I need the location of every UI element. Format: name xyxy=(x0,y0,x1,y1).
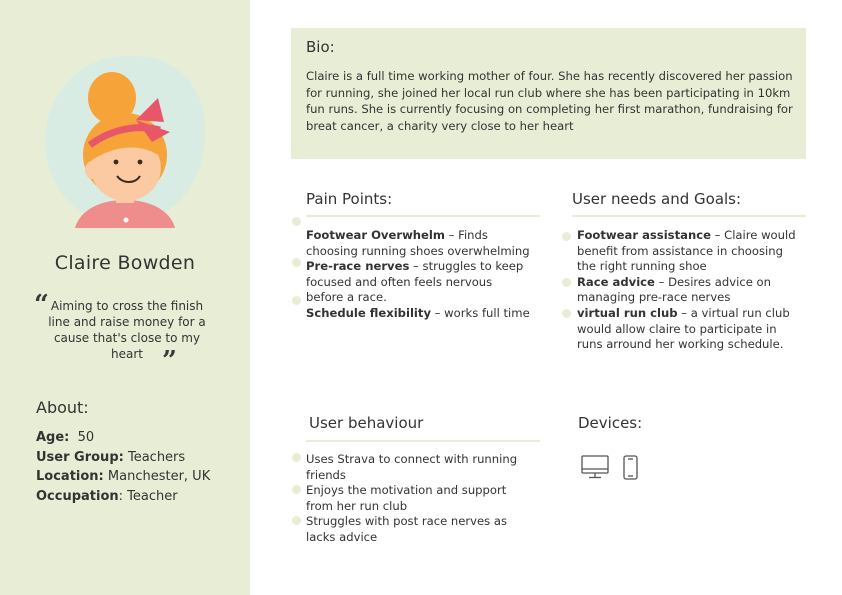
item-label: Race advice xyxy=(577,274,655,289)
smartphone-icon xyxy=(624,456,637,479)
close-quote-icon: ” xyxy=(162,346,177,376)
user-behaviour-title: User behaviour xyxy=(309,414,424,432)
list-item: Enjoys the motivation and support from her run club xyxy=(306,483,507,513)
about-value: 50 xyxy=(77,430,95,445)
about-value: Manchester, UK xyxy=(107,469,211,484)
bullet-icon xyxy=(292,296,301,305)
item-label: Schedule flexibility xyxy=(306,305,431,320)
persona-name: Claire Bowden xyxy=(54,252,196,274)
avatar-ear xyxy=(85,161,99,179)
list-item xyxy=(306,259,532,306)
about-value: : Teacher xyxy=(118,488,178,504)
desktop-monitor-icon xyxy=(582,456,608,478)
about-value: Teachers xyxy=(127,449,186,465)
list-item xyxy=(306,228,532,259)
about-item-occupation xyxy=(36,487,210,507)
item-text: – Finds choosing running shoes overwhelming xyxy=(306,228,530,258)
bullet-icon xyxy=(292,516,301,525)
bullet-icon xyxy=(562,309,571,318)
list-item xyxy=(306,306,532,322)
about-label: User Group: xyxy=(36,449,124,465)
needs-goals-list xyxy=(577,228,803,353)
devices-title: Devices: xyxy=(578,414,643,432)
avatar-eye-left xyxy=(114,160,119,165)
about-label: Location: xyxy=(36,469,104,484)
avatar-button xyxy=(124,218,129,223)
bullet-icon xyxy=(292,453,301,462)
about-item-age xyxy=(36,428,210,448)
list-item: Struggles with post race nerves as lacks advice xyxy=(306,514,507,544)
list-item xyxy=(577,275,803,306)
item-label: Footwear Overwhelm xyxy=(306,228,445,242)
list-item xyxy=(577,228,803,275)
open-quote-icon: “ xyxy=(34,290,49,320)
avatar-hair-bun xyxy=(88,72,136,124)
profile-sidebar xyxy=(0,0,250,595)
bio-panel xyxy=(291,28,806,159)
item-text: – a virtual run club would allow claire to participate in runs arround her working schedule. xyxy=(577,305,790,352)
bio-text: Claire is a full time working mother of four. She has recently discovered her passion for running, she joined her local run club where she has been participating in 10km fun runs. She is currently focusing on completing her first marathon, fundraising for breat cancer, a charity very close to her heart xyxy=(306,69,793,133)
list-item xyxy=(577,306,803,353)
persona-quote: Aiming to cross the finish line and raise money for a cause that's close to my heart xyxy=(48,299,206,361)
bullet-icon xyxy=(292,217,301,226)
bio-title: Bio: xyxy=(306,38,335,56)
item-text: – Claire would benefit from assistance in choosing the right running shoe xyxy=(577,228,796,274)
about-label: Age: xyxy=(36,430,70,445)
item-text: – struggles to keep focused and often feels nervous before a race. xyxy=(306,259,524,305)
bullet-icon xyxy=(562,232,571,241)
item-text: – Desires advice on managing pre-race nerves xyxy=(577,274,771,305)
needs-goals-title: User needs and Goals: xyxy=(572,190,742,208)
avatar xyxy=(40,50,210,235)
avatar-eye-right xyxy=(138,160,143,165)
item-text: – works full time xyxy=(431,305,530,320)
needs-goals-divider xyxy=(572,215,806,217)
about-label: Occupation xyxy=(36,488,119,504)
about-list xyxy=(36,428,210,506)
item-label: Footwear assistance xyxy=(577,228,711,242)
devices-icons xyxy=(581,455,643,483)
bullet-icon xyxy=(292,258,301,267)
item-label: Pre-race nerves xyxy=(306,259,410,274)
list-item: Uses Strava to connect with running friends xyxy=(306,452,518,482)
pain-points-title: Pain Points: xyxy=(306,190,393,208)
pain-points-list xyxy=(306,228,532,322)
item-label: virtual run club xyxy=(577,305,678,320)
about-item-user-group xyxy=(36,448,210,468)
pain-points-divider xyxy=(306,215,540,217)
user-behaviour-list xyxy=(306,452,532,546)
user-behaviour-divider xyxy=(306,440,540,442)
about-item-location xyxy=(36,467,210,487)
about-title: About: xyxy=(36,398,89,417)
bullet-icon xyxy=(562,278,571,287)
bullet-icon xyxy=(292,485,301,494)
